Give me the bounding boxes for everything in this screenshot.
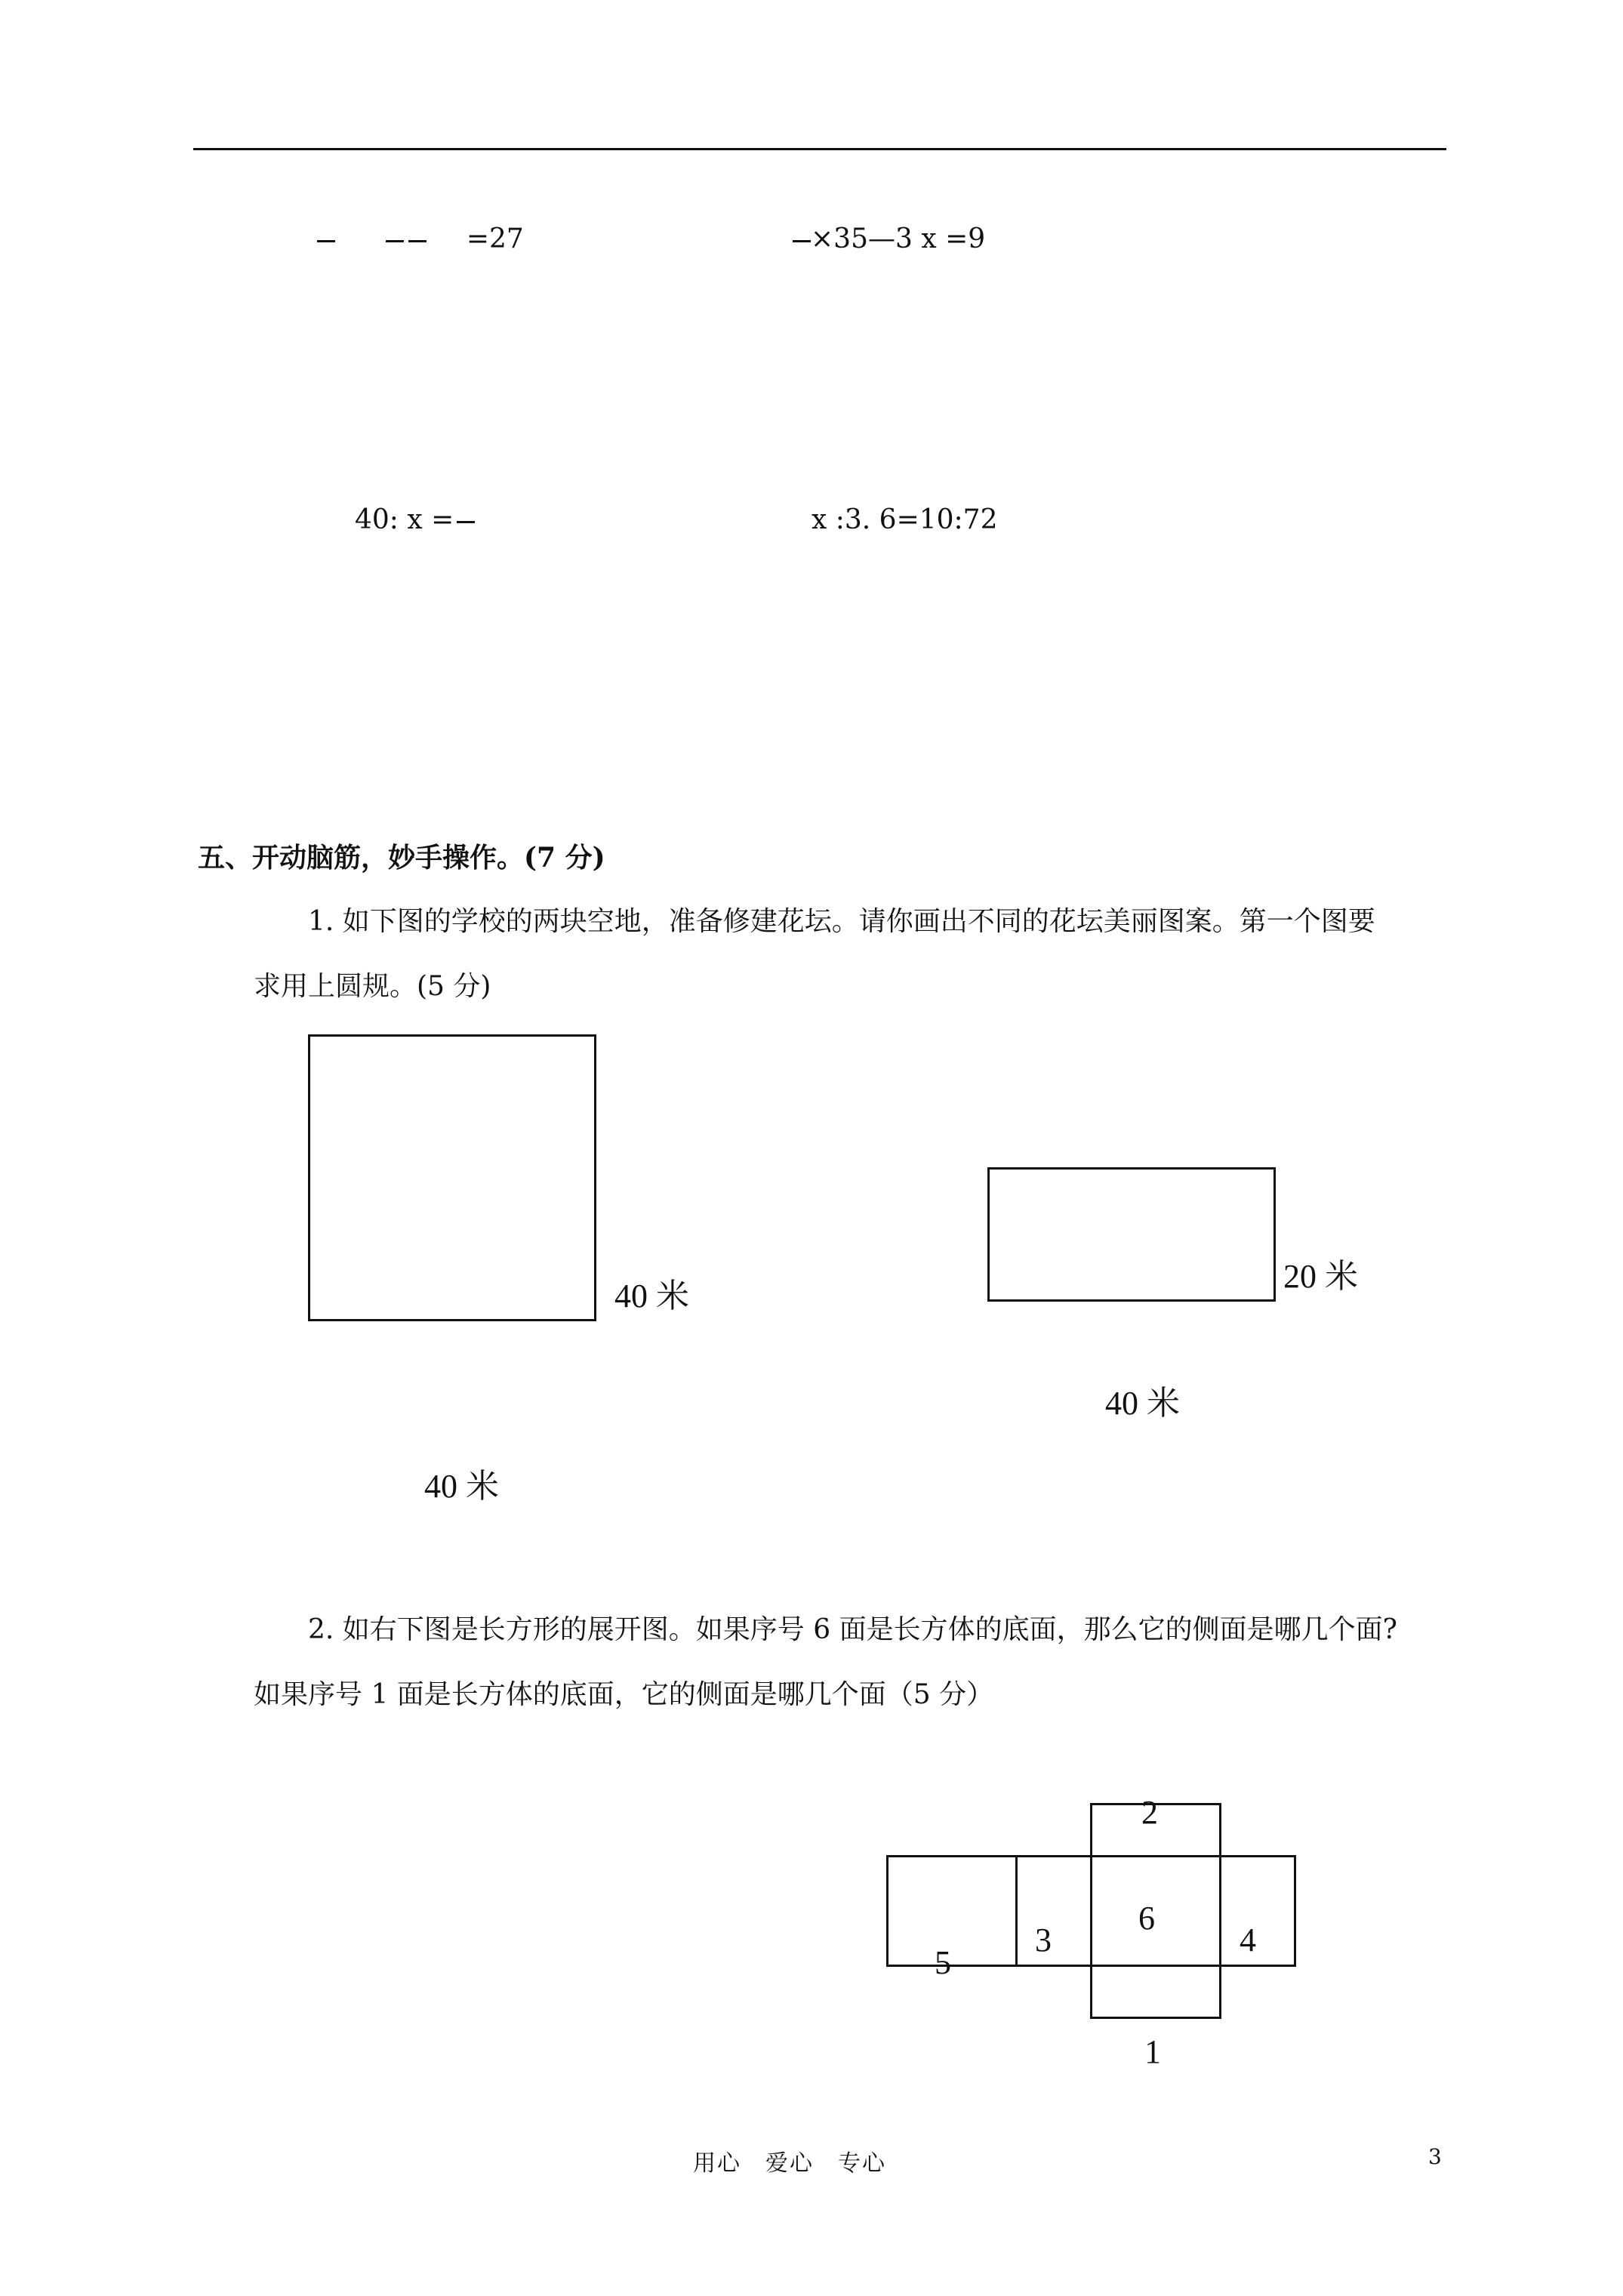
net-face-center [1090,1855,1221,1967]
equation-4-text: x :3. 6=10:72 [812,504,998,535]
equation-2 [793,223,985,254]
question-2-line-2: 如果序号 1 面是长方体的底面，它的侧面是哪几个面（5 分） [254,1679,994,1710]
question-1-line-2: 求用上圆规。(5 分) [254,971,491,1002]
fraction-bar [317,240,335,242]
equation-1 [317,223,524,254]
square-bottom-label: 40 米 [424,1468,499,1505]
net-label-6: 6 [1138,1900,1155,1937]
question-2-line-1: 2. 如右下图是长方形的展开图。如果序号 6 面是长方体的底面，那么它的侧面是哪几个面? [308,1614,1397,1645]
question-1-line-1: 1. 如下图的学校的两块空地，准备修建花坛。请你画出不同的花坛美丽图案。第一个图要 [308,906,1375,937]
page-number: 3 [1428,2144,1442,2169]
net-label-2: 2 [1141,1794,1158,1831]
net-face-left [886,1855,1018,1967]
equation-3-text: 40: x = [355,504,454,535]
square-side-label: 40 米 [614,1277,689,1314]
equation-1-text: =27 [466,223,524,254]
net-label-1: 1 [1144,2033,1161,2070]
footer-motto: 用心 爱心 专心 [693,2150,886,2177]
rectangle-bottom-label: 40 米 [1105,1385,1180,1422]
fraction-bar [408,240,427,242]
equation-2-text: ×35—3 x =9 [811,223,986,254]
net-face-right [1219,1855,1296,1967]
net-label-5: 5 [935,1944,951,1981]
net-face-left-middle [1015,1855,1092,1967]
section-title: 五、开动脑筋，妙手操作。(7 分) [198,842,605,874]
fraction-bar [793,240,811,242]
fraction-bar [457,521,475,523]
header-rule [193,148,1446,150]
fraction-bar [386,240,404,242]
equation-4 [812,504,997,535]
net-face-bottom [1090,1965,1221,2019]
rectangle-side-label: 20 米 [1283,1258,1358,1295]
net-label-3: 3 [1035,1922,1052,1959]
square-plot [308,1034,596,1321]
equation-3 [355,504,475,535]
rectangle-plot [987,1167,1276,1302]
net-label-4: 4 [1240,1922,1256,1959]
